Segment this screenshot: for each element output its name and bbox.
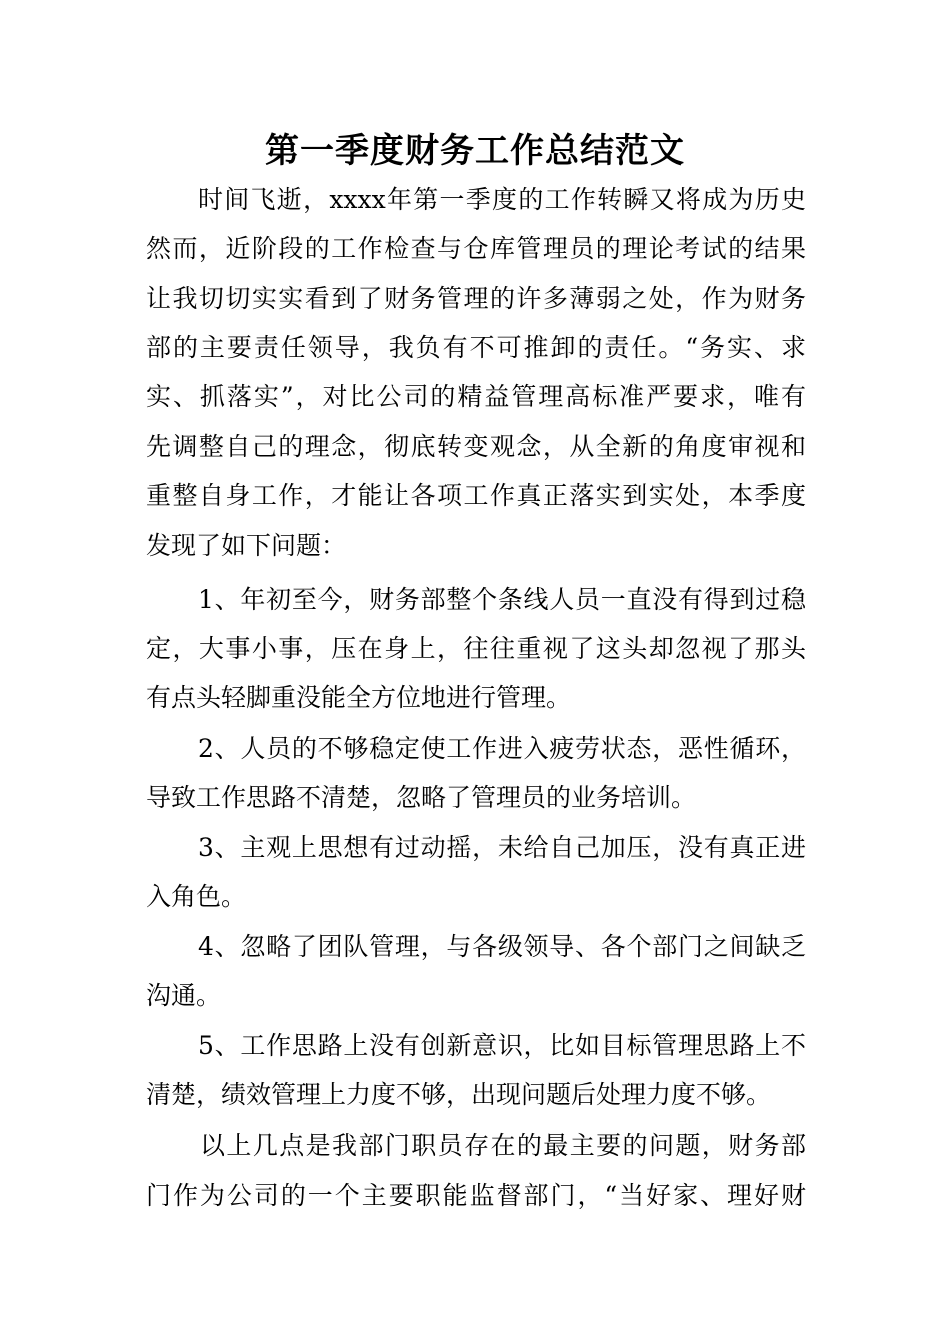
body-line: 3、主观上思想有过动摇，未给自己加压，没有真正进 [198, 833, 806, 862]
body-line: 有点头轻脚重没能全方位地进行管理。 [146, 683, 572, 712]
body-line: 重整自身工作，才能让各项工作真正落实到实处，本季度 [146, 481, 806, 510]
body-line: 门作为公司的一个主要职能监督部门，“当好家、理好财 [146, 1181, 806, 1210]
body-line: 实、抓落实”，对比公司的精益管理高标准严要求，唯有 [146, 382, 806, 411]
body-line: 发现了如下问题： [146, 531, 347, 560]
body-line: 4、忽略了团队管理，与各级领导、各个部门之间缺乏 [198, 932, 806, 961]
body-line: 让我切切实实看到了财务管理的许多薄弱之处，作为财务 [146, 284, 806, 313]
body-line: 清楚，绩效管理上力度不够，出现问题后处理力度不够。 [146, 1080, 772, 1109]
body-line: 导致工作思路不清楚，忽略了管理员的业务培训。 [146, 783, 697, 812]
body-line: 然而，近阶段的工作检查与仓库管理员的理论考试的结果 [146, 234, 806, 263]
body-line: 时间飞逝，xxxx年第一季度的工作转瞬又将成为历史 [198, 185, 806, 214]
body-line: 2、人员的不够稳定使工作进入疲劳状态，恶性循环， [198, 734, 806, 763]
body-line: 先调整自己的理念，彻底转变观念，从全新的角度审视和 [146, 432, 806, 461]
body-line: 沟通。 [146, 981, 222, 1010]
body-line: 以上几点是我部门职员存在的最主要的问题，财务部 [200, 1131, 806, 1160]
body-line: 定，大事小事，压在身上，往往重视了这头却忽视了那头 [146, 634, 806, 663]
document-title: 第一季度财务工作总结范文 [265, 131, 685, 171]
body-line: 入角色。 [146, 882, 247, 911]
body-line: 5、工作思路上没有创新意识，比如目标管理思路上不 [198, 1031, 806, 1060]
body-line: 1、年初至今，财务部整个条线人员一直没有得到过稳 [198, 585, 806, 614]
body-line: 部的主要责任领导，我负有不可推卸的责任。“务实、求 [146, 333, 806, 362]
